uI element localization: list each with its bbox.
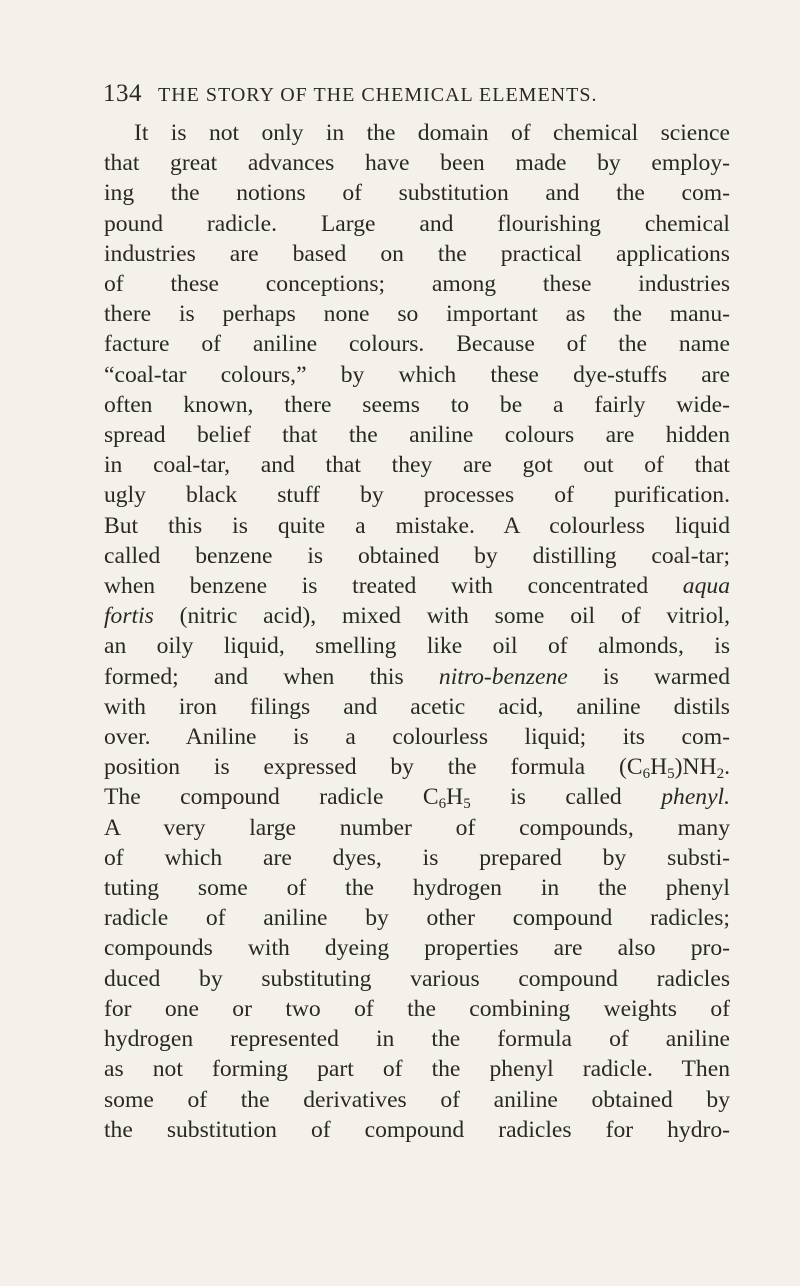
text-line: often known, there seems to be a fairly wide- bbox=[104, 391, 730, 418]
italic-term: fortis bbox=[104, 603, 154, 630]
text-line: of which are dyes, is prepared by substi- bbox=[104, 844, 730, 871]
body-paragraph bbox=[104, 118, 730, 1145]
running-title: THE STORY OF THE CHEMICAL ELEMENTS. bbox=[158, 84, 598, 106]
text-line: for one or two of the combining weights of bbox=[104, 995, 730, 1022]
text-line: of these conceptions; among these industries bbox=[104, 271, 730, 298]
text-line: an oily liquid, smelling like oil of almonds, is bbox=[104, 633, 730, 660]
text-line: But this is quite a mistake. A colourless liquid bbox=[104, 512, 730, 539]
text-segment: position is expressed by the formula bbox=[104, 754, 586, 781]
text-line: pound radicle. Large and flourishing chemical bbox=[104, 210, 730, 237]
text-line: ugly black stuff by processes of purification. bbox=[104, 482, 730, 509]
text-line bbox=[104, 782, 730, 812]
text-line: in coal-tar, and that they are got out of that bbox=[104, 452, 730, 479]
formula-subscript: 6 bbox=[438, 796, 447, 813]
italic-term: phenyl. bbox=[661, 784, 731, 811]
text-line: radicle of aniline by other compound radicles; bbox=[104, 905, 730, 932]
text-line: duced by substituting various compound radicles bbox=[104, 965, 730, 992]
running-header bbox=[103, 80, 743, 108]
text-segment: is warmed bbox=[603, 663, 730, 690]
chemical-formula bbox=[422, 784, 471, 813]
text-line: ing the notions of substitution and the com- bbox=[104, 180, 730, 207]
text-line bbox=[104, 571, 730, 601]
text-line: some of the derivatives of aniline obtained by bbox=[104, 1086, 730, 1113]
chemical-formula bbox=[619, 754, 730, 783]
formula-part: H bbox=[650, 754, 668, 781]
text-line: It is not only in the domain of chemical science bbox=[134, 120, 730, 146]
italic-term: aqua bbox=[682, 573, 730, 600]
text-line: that great advances have been made by employ- bbox=[104, 150, 730, 177]
text-line: called benzene is obtained by distilling coal-tar; bbox=[104, 542, 730, 569]
text-line: compounds with dyeing properties are also pro- bbox=[104, 935, 730, 962]
text-line: with iron filings and acetic acid, aniline distils bbox=[104, 693, 730, 720]
text-line bbox=[104, 752, 730, 782]
text-line bbox=[104, 662, 730, 692]
text-line: “coal-tar colours,” by which these dye-stuffs are bbox=[104, 361, 730, 388]
formula-subscript: 6 bbox=[642, 766, 651, 783]
text-segment: The compound radicle bbox=[104, 784, 384, 811]
text-segment: when benzene is treated with concentrated bbox=[104, 573, 649, 600]
text-line: there is perhaps none so important as the manu- bbox=[104, 301, 730, 328]
page-number: 134 bbox=[103, 80, 142, 107]
italic-term: nitro-benzene bbox=[438, 663, 568, 690]
formula-part: . bbox=[724, 754, 730, 781]
text-line: spread belief that the aniline colours are hidden bbox=[104, 422, 730, 449]
text-segment: (nitric acid), mixed with some oil of vitriol, bbox=[179, 603, 730, 630]
text-line: hydrogen represented in the formula of aniline bbox=[104, 1026, 730, 1053]
formula-subscript: 5 bbox=[667, 766, 675, 783]
text-line: over. Aniline is a colourless liquid; its com- bbox=[104, 724, 730, 751]
text-segment: is called bbox=[510, 784, 622, 811]
formula-part: )NH bbox=[674, 754, 717, 781]
formula-part: (C bbox=[619, 754, 643, 781]
formula-subscript: 5 bbox=[463, 796, 471, 813]
text-segment: formed; and when this bbox=[104, 663, 404, 690]
formula-part: C bbox=[422, 784, 439, 811]
text-line: tuting some of the hydrogen in the phenyl bbox=[104, 875, 730, 902]
text-line bbox=[104, 601, 730, 631]
text-line: A very large number of compounds, many bbox=[104, 814, 730, 841]
text-line: as not forming part of the phenyl radicle. Then bbox=[104, 1056, 730, 1083]
text-line: facture of aniline colours. Because of the name bbox=[104, 331, 730, 358]
formula-subscript: 2 bbox=[716, 766, 725, 783]
text-line: the substitution of compound radicles for hydro- bbox=[104, 1116, 730, 1143]
text-line: industries are based on the practical applications bbox=[104, 240, 730, 267]
formula-part: H bbox=[446, 784, 464, 811]
